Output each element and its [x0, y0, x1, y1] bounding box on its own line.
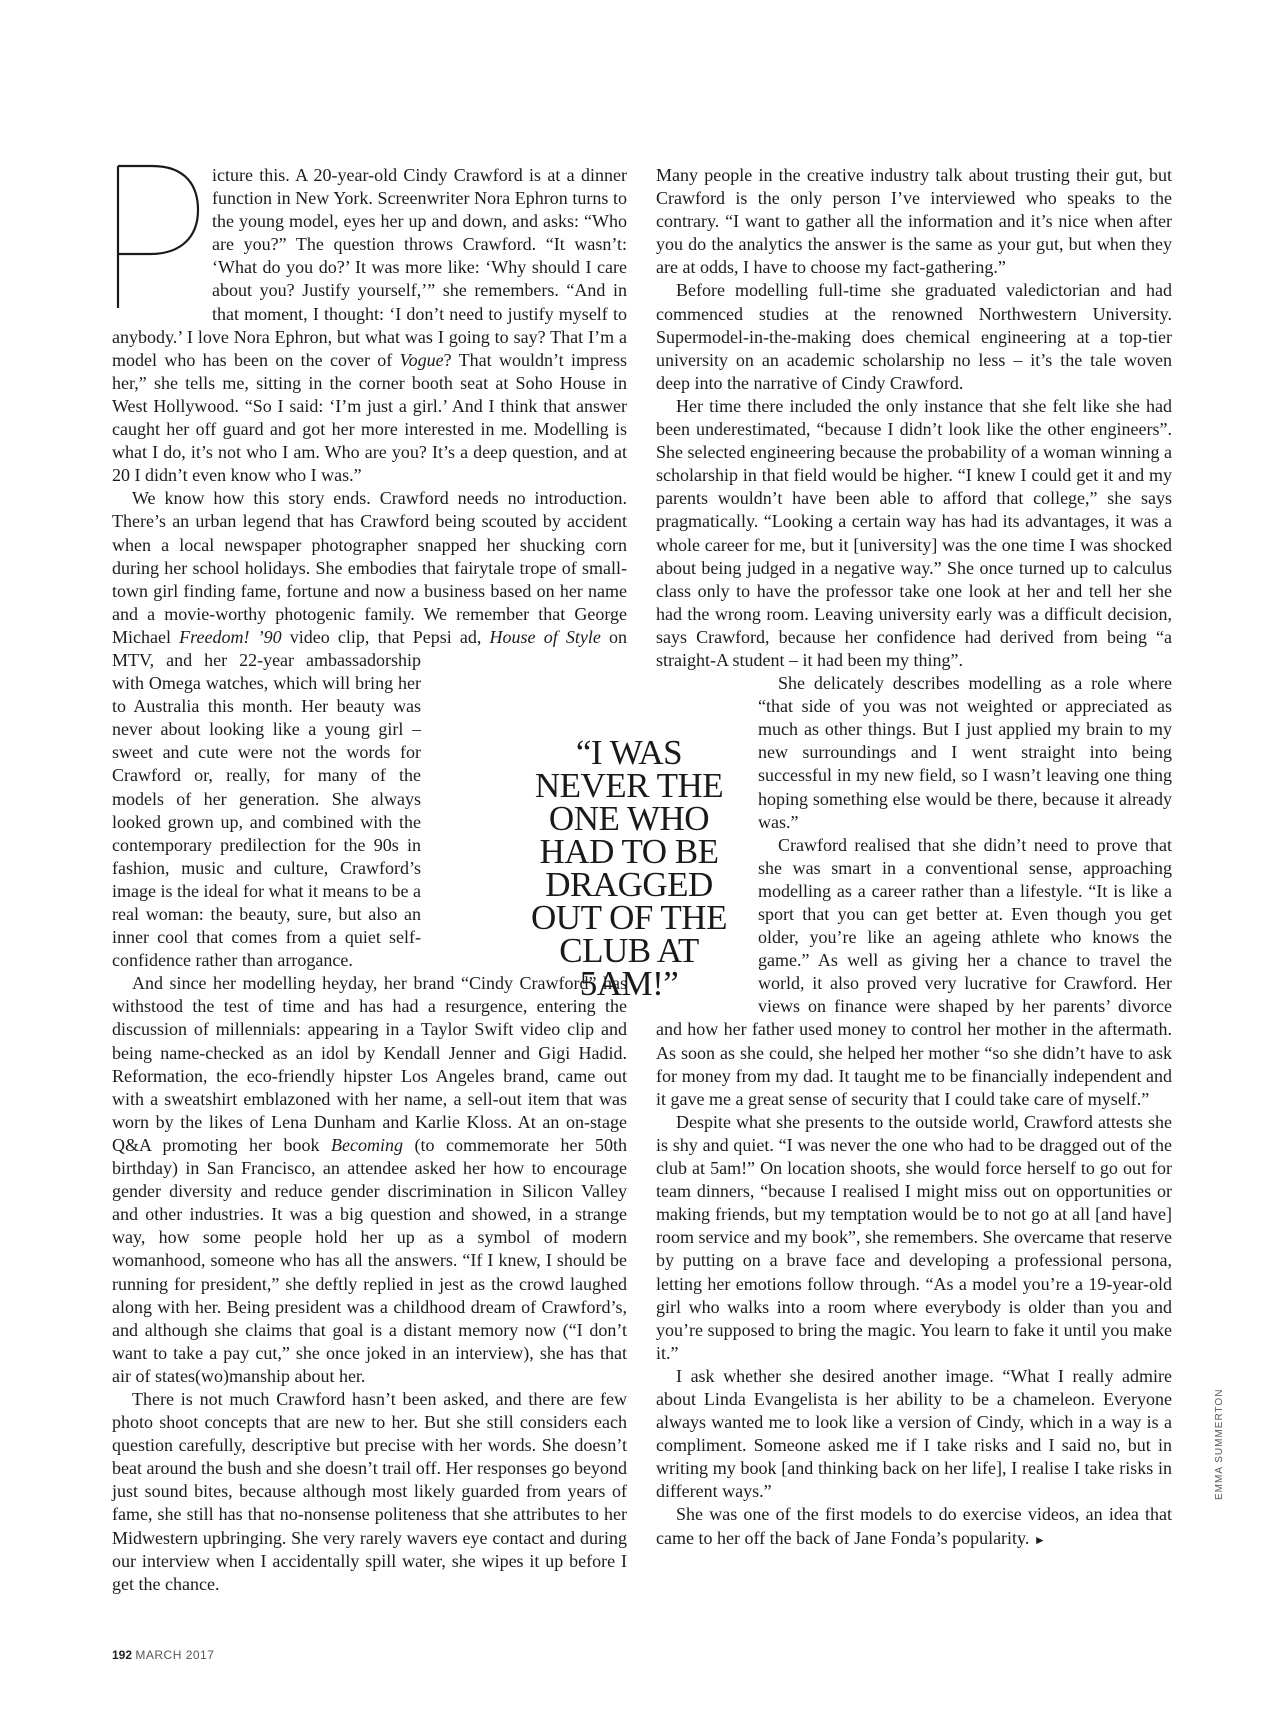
- article-paragraph: We know how this story ends. Crawford needs no introduction. There’s an urban legend that has Crawford being scouted by accident when a local newspaper photographer snapped her shucking corn during her school holidays. She embodies that fairytale trope of small-town girl finding fame, fortune and now a business based on her name and a movie-worthy photogenic family. We remember that George Michael Freedom! ’90 video clip, that Pepsi ad, House of Style on MTV, and her 22-year ambassadorship with Omega watches, which will bring her to Australia this month. Her beauty was never about looking like a young girl – sweet and cute were not the words for Crawford or, really, for many of the models of her generation. She always looked grown up, and combined with the contemporary predilection for the 90s in fashion, music and culture, Crawford’s image is the ideal for what it means to be a real woman: the beauty, sure, but also an inner cool that comes from a quiet self-confidence rather than arrogance.: [112, 488, 628, 971]
- article-paragraph: She delicately describes modelling as a role where “that side of you was not weighted or appreciated as much as other things. But I just applied my brain to my new surroundings and I went straight into being successful in my new field, so I wasn’t leaving one thing hoping something else would be there, because it already was.”: [656, 672, 1172, 834]
- photo-credit: EMMA SUMMERTON: [1214, 1388, 1225, 1500]
- article-paragraph: Despite what she presents to the outside world, Crawford attests she is shy and quiet. “I was never the one who had to be dragged out of the club at 5am!” On location shoots, she would force herself to go out for team dinners, “because I realised I might miss out on opportunities or making friends, but my temptation would be to not go at all [and have] room service and my book”, she remembers. She overcame that reserve by putting on a brave face and developing a professional persona, letting her emotions follow through. “As a model you’re a 19-year-old girl who walks into a room where everybody is older than you and you’re supposed to bring the magic. You learn to fake it until you make it.”: [656, 1111, 1172, 1363]
- pull-quote: “I WAS NEVER THE ONE WHO HAD TO BE DRAGGED OUT OF THE CLUB AT 5AM!”: [531, 733, 727, 1003]
- continue-arrow-icon: ►: [1033, 1532, 1046, 1547]
- article-paragraph: Her time there included the only instance that she felt like she had been underestimated, “because I didn’t look like the other engineers”. She selected engineering because the probability of a woman winning a scholarship in that field would be higher. “I knew I could get it and my parents wouldn’t have been able to afford that college,” she says pragmatically. “Looking a certain way has had its advantages, it was a whole career for me, but it [university] was the one time I was shocked about being judged in a negative way.” She once turned up to calculus class only to have the professor take one look at her and tell her she had the wrong room. Leaving university early was a difficult decision, says Crawford, because her confidence had derived from being “a straight-A student – it had been my thing”.: [656, 395, 1172, 670]
- article-paragraph: icture this. A 20-year-old Cindy Crawford is at a dinner function in New York. Screenwriter Nora Ephron turns to the young model, eyes her up and down, and asks: “Who are you?” The question throws Crawford. “It wasn’t: ‘What do you do?’ It was more like: ‘Why should I care about you? Justify yourself,’” she remembers. “And in that moment, I thought: ‘I don’t need to justify myself to anybody.’ I love Nora Ephron, but what was I going to say? That I’m a model who has been on the cover of Vogue? That wouldn’t impress her,” she tells me, sitting in the corner booth seat at Soho House in West Hollywood. “So I said: ‘I’m just a girl.’ And I think that answer caught her off guard and got her more interested in me. Modelling is what I do, it’s not who I am. Who are you? It’s a deep question, and at 20 I didn’t even know who I was.”: [112, 164, 627, 487]
- article-paragraph: There is not much Crawford hasn’t been asked, and there are few photo shoot concepts that are new to her. But she still considers each question carefully, descriptive but precise with her words. She doesn’t beat around the bush and she doesn’t trail off. Her responses go beyond just sound bites, because although most likely guarded from years of fame, she still has that no-nonsense politeness that she attributes to her Midwestern upbringing. She very rarely wavers eye contact and during our interview when I accidentally spill water, she wipes it up before I get the chance.: [112, 1388, 627, 1594]
- article-paragraph: She was one of the first models to do exercise videos, an idea that came to her off the back of Jane Fonda’s popularity. ►: [656, 1504, 1172, 1548]
- article-paragraph: Crawford realised that she didn’t need to prove that she was smart in a conventional sense, approaching modelling as a career rather than a lifestyle. “It is like a sport that you can get better at. Even though you get older, you’re like an ageing athlete who knows the game.” As well as giving her a chance to travel the world, it also proved very lucrative for Crawford. Her views on finance were shaped by her parents’ divorce and how her father used money to control her mother in the aftermath. As soon as she could, she helped her mother “so she didn’t have to ask for money from my dad. It taught me to be financially independent and it gave me a great sense of security that I could take care of myself.”: [656, 834, 1172, 1109]
- issue-date: MARCH 2017: [135, 1648, 215, 1662]
- page-number: 192: [112, 1648, 133, 1662]
- dropcap-letter: [112, 162, 204, 312]
- article-paragraph: Before modelling full-time she graduated valedictorian and had commenced studies at the renowned Northwestern University. Supermodel-in-the-making does chemical engineering at a top-tier university on an academic scholarship no less – it’s the tale woven deep into the narrative of Cindy Crawford.: [656, 280, 1172, 393]
- page-footer: [112, 1648, 214, 1662]
- article-paragraph: Many people in the creative industry talk about trusting their gut, but Crawford is the only person I’ve interviewed who speaks to the contrary. “I want to gather all the information and it’s nice when after you do the analytics the answer is the same as your gut, but when they are at odds, I have to choose my fact-gathering.”: [656, 165, 1172, 278]
- article-paragraph: And since her modelling heyday, her brand “Cindy Crawford” has withstood the test of time and has had a resurgence, entering the discussion of millennials: appearing in a Taylor Swift video clip and being name-checked as an idol by Kendall Jenner and Gigi Hadid. Reformation, the eco-friendly hipster Los Angeles brand, came out with a sweatshirt emblazoned with her name, a sell-out item that was worn by the likes of Lena Dunham and Karlie Kloss. At an on-stage Q&A promoting her book Becoming (to commemorate her 50th birthday) in San Francisco, an attendee asked her how to encourage gender diversity and reduce gender discrimination in Silicon Valley and other industries. It was a big question and showed, in a strange way, how some people hold her up as a symbol of modern womanhood, someone who has all the answers. “If I knew, I should be running for president,” she deftly replied in jest as the crowd laughed along with her. Being president was a childhood dream of Crawford’s, and although she claims that goal is a distant memory now (“I don’t want to take a pay cut,” she once joked in an interview), she has that air of states(wo)manship about her.: [112, 973, 627, 1386]
- article-paragraph: I ask whether she desired another image. “What I really admire about Linda Evangelista is her ability to be a chameleon. Everyone always wanted me to look like a version of Cindy, which in a way is a compliment. Someone asked me if I take risks and I said no, but in writing my book [and thinking back on her life], I realise I take risks in different ways.”: [656, 1365, 1172, 1502]
